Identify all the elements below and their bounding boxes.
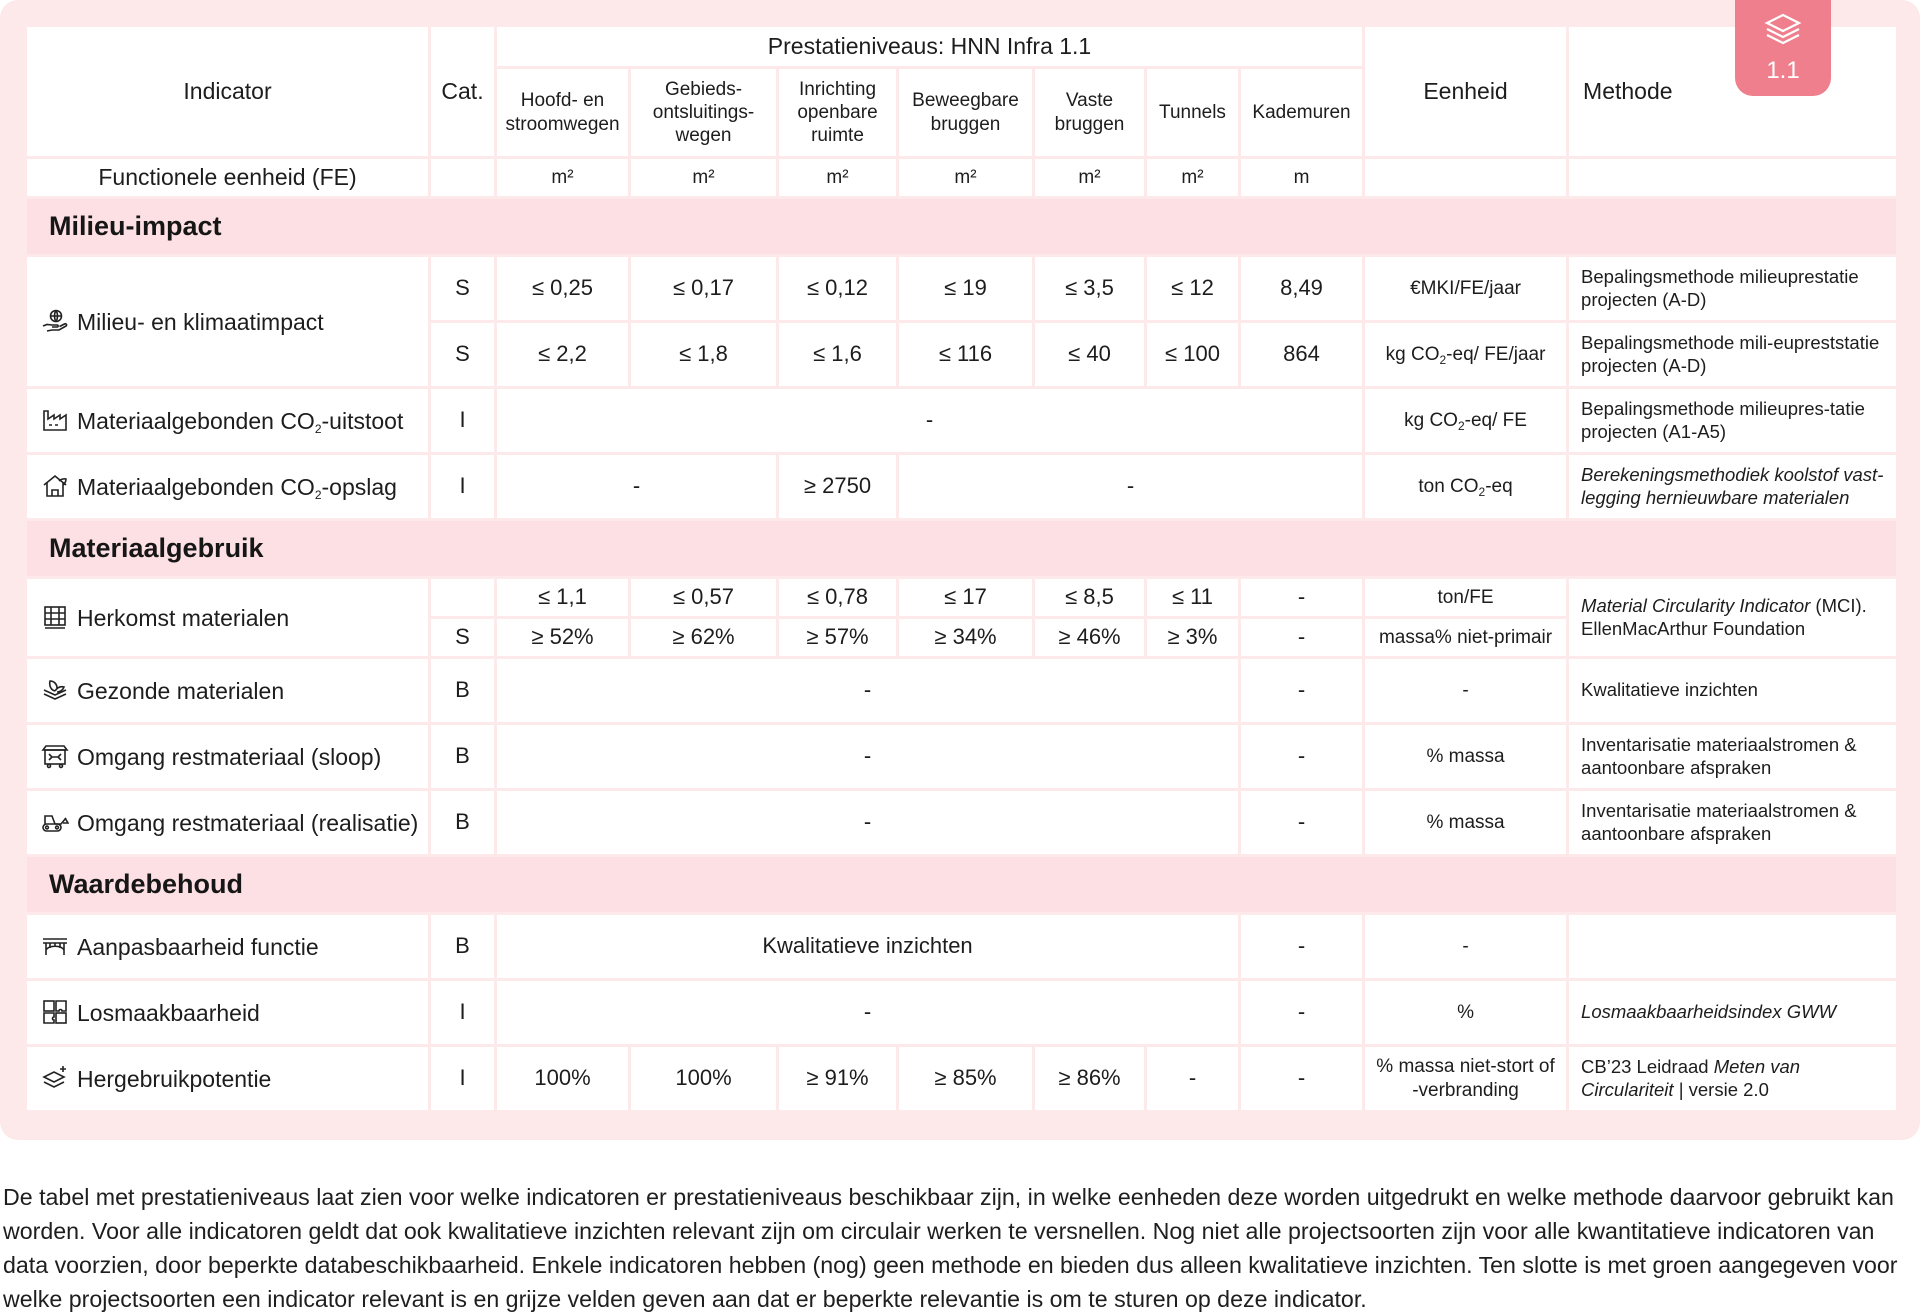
project-type-header: Tunnels bbox=[1146, 68, 1240, 158]
indicator-milieu-klimaat bbox=[26, 256, 430, 388]
puzzle-icon bbox=[41, 998, 69, 1026]
version-badge bbox=[1735, 0, 1831, 96]
performance-value: 864 bbox=[1240, 322, 1364, 388]
indicator-co2-uitstoot: Materiaalgebonden $CO_2$-uitstoot bbox=[26, 388, 430, 454]
method-value: Inventarisatie materiaalstromen & aantoonbare afspraken bbox=[1568, 790, 1898, 856]
performance-value: Kwalitatieve inzichten bbox=[496, 914, 1240, 980]
cat-header: Cat. bbox=[430, 26, 496, 158]
pallet-icon bbox=[41, 603, 69, 631]
project-type-header: Inrichting openbare ruimte bbox=[778, 68, 898, 158]
method-value: Berekeningsmethodiek koolstof vast-legging hernieuwbare materialen bbox=[1568, 454, 1898, 520]
functional-unit-value: m² bbox=[1146, 158, 1240, 198]
performance-value: ≥ 57% bbox=[778, 618, 898, 658]
indicator-label: Herkomst materialen bbox=[77, 604, 290, 631]
indicator-co2-opslag: Materiaalgebonden $CO_2$-opslag bbox=[26, 454, 430, 520]
empty-cell bbox=[430, 158, 496, 198]
functional-unit-value: m² bbox=[1034, 158, 1146, 198]
performance-value: - bbox=[496, 388, 1364, 454]
unit-value: % bbox=[1364, 980, 1568, 1046]
unit-value: massa% niet-primair bbox=[1364, 618, 1568, 658]
project-type-header: Vaste bruggen bbox=[1034, 68, 1146, 158]
performance-value: - bbox=[496, 790, 1240, 856]
table-row bbox=[26, 256, 1898, 322]
indicator-header: Indicator bbox=[26, 26, 430, 158]
performance-value: - bbox=[1240, 658, 1364, 724]
project-type-header: Hoofd- en stroomwegen bbox=[496, 68, 630, 158]
performance-value: - bbox=[1240, 1046, 1364, 1112]
performance-value: - bbox=[496, 658, 1240, 724]
table-row bbox=[26, 724, 1898, 790]
performance-value: 100% bbox=[496, 1046, 630, 1112]
functional-unit-label: Functionele eenheid (FE) bbox=[26, 158, 430, 198]
performance-value: ≤ 8,5 bbox=[1034, 578, 1146, 618]
performance-value: ≥ 52% bbox=[496, 618, 630, 658]
table-row bbox=[26, 388, 1898, 454]
performance-value: ≤ 3,5 bbox=[1034, 256, 1146, 322]
unit-value: - bbox=[1364, 914, 1568, 980]
performance-value: ≤ 0,57 bbox=[630, 578, 778, 618]
methode-header: Methode bbox=[1568, 26, 1898, 158]
performance-value: - bbox=[1240, 914, 1364, 980]
performance-value: ≥ 34% bbox=[898, 618, 1034, 658]
leaf-stack-icon bbox=[41, 676, 69, 704]
performance-value: ≤ 17 bbox=[898, 578, 1034, 618]
performance-value: ≥ 2750 bbox=[778, 454, 898, 520]
performance-value: ≤ 11 bbox=[1146, 578, 1240, 618]
functional-unit-row bbox=[26, 158, 1898, 198]
section-row bbox=[26, 856, 1898, 914]
method-value: Material Circularity Indicator (MCI). EllenMacArthur Foundation bbox=[1568, 578, 1898, 658]
indicator-label: Hergebruikpotentie bbox=[77, 1065, 272, 1092]
functional-unit-value: m bbox=[1240, 158, 1364, 198]
cat-value: B bbox=[430, 914, 496, 980]
indicator-realisatie bbox=[26, 790, 430, 856]
unit-value: ton/FE bbox=[1364, 578, 1568, 618]
project-type-header: Beweegbare bruggen bbox=[898, 68, 1034, 158]
functional-unit-value: m² bbox=[496, 158, 630, 198]
indicator-label: Milieu- en klimaatimpact bbox=[77, 308, 324, 335]
cat-value: I bbox=[430, 980, 496, 1046]
functional-unit-value: m² bbox=[630, 158, 778, 198]
factory-icon bbox=[41, 406, 69, 434]
performance-value: ≤ 12 bbox=[1146, 256, 1240, 322]
performance-value: - bbox=[496, 724, 1240, 790]
unit-value: % massa bbox=[1364, 724, 1568, 790]
section-title-materiaal: Materiaalgebruik bbox=[26, 520, 1898, 578]
eenheid-header: Eenheid bbox=[1364, 26, 1568, 158]
performance-value: ≥ 91% bbox=[778, 1046, 898, 1112]
performance-value: - bbox=[1146, 1046, 1240, 1112]
table-row bbox=[26, 914, 1898, 980]
performance-value: ≥ 46% bbox=[1034, 618, 1146, 658]
indicator-gezond bbox=[26, 658, 430, 724]
unit-value: ton $CO_2-eq$ bbox=[1364, 454, 1568, 520]
unit-value: % massa niet-stort of -verbranding bbox=[1364, 1046, 1568, 1112]
performance-value: - bbox=[1240, 790, 1364, 856]
project-type-header: Kademuren bbox=[1240, 68, 1364, 158]
caption-text: De tabel met prestatieniveaus laat zien voor welke indicatoren er prestatieniveaus beschikbaar zijn, in welke eenheden deze worden uitgedrukt en welke methode daarvoor gebruikt kan worden. Voor alle indicatoren geldt dat ook kwalitatieve inzichten relevant zijn om circulair werken te versnellen. Nog niet alle projectsoorten zijn voor alle kwantitatieve indicatoren van data voorzien, door beperkte databeschikbaarheid. Enkele indicatoren hebben (nog) geen methode en bieden dus alleen kwalitatieve inzichten. Ten slotte is met groen aangegeven voor welke projectsoorten een indicator relevant is en grijze velden geven aan dat er beperkte relevantie is om te sturen op deze indicator. bbox=[3, 1184, 1898, 1312]
empty-cell bbox=[1364, 158, 1568, 198]
indicator-label: Aanpasbaarheid functie bbox=[77, 933, 319, 960]
performance-value: ≤ 116 bbox=[898, 322, 1034, 388]
table-row bbox=[26, 980, 1898, 1046]
performance-title: Prestatieniveaus: HNN Infra 1.1 bbox=[496, 26, 1364, 68]
performance-value: ≤ 2,2 bbox=[496, 322, 630, 388]
indicator-label: Omgang restmateriaal (realisatie) bbox=[77, 809, 419, 836]
performance-value: - bbox=[1240, 578, 1364, 618]
performance-value: ≤ 1,6 bbox=[778, 322, 898, 388]
table-row bbox=[26, 790, 1898, 856]
indicator-label: Losmaakbaarheid bbox=[77, 999, 260, 1026]
indicator-hergebruik bbox=[26, 1046, 430, 1112]
cat-value: I bbox=[430, 1046, 496, 1112]
container-icon bbox=[41, 742, 69, 770]
empty-cell bbox=[1568, 158, 1898, 198]
table-row bbox=[26, 658, 1898, 724]
performance-value: ≤ 0,12 bbox=[778, 256, 898, 322]
performance-value: ≥ 86% bbox=[1034, 1046, 1146, 1112]
performance-value: ≤ 1,1 bbox=[496, 578, 630, 618]
unit-value: kg $CO_2-eq/$ FE bbox=[1364, 388, 1568, 454]
performance-value: - bbox=[1240, 980, 1364, 1046]
indicator-herkomst bbox=[26, 578, 430, 658]
badge-label: 1.1 bbox=[1766, 56, 1800, 84]
cat-value bbox=[430, 578, 496, 618]
cat-value: S bbox=[430, 322, 496, 388]
performance-table bbox=[24, 24, 1899, 1113]
cat-value: I bbox=[430, 388, 496, 454]
indicator-label: Omgang restmateriaal (sloop) bbox=[77, 743, 382, 770]
section-title-waarde: Waardebehoud bbox=[26, 856, 1898, 914]
layers-plus-icon bbox=[41, 1064, 69, 1092]
performance-value: - bbox=[898, 454, 1364, 520]
cat-value: S bbox=[430, 618, 496, 658]
bridge-icon bbox=[41, 932, 69, 960]
indicator-sloop bbox=[26, 724, 430, 790]
section-row bbox=[26, 198, 1898, 256]
bulldozer-icon bbox=[41, 808, 69, 836]
section-title-milieu: Milieu-impact bbox=[26, 198, 1898, 256]
performance-value: - bbox=[496, 980, 1240, 1046]
table-row bbox=[26, 454, 1898, 520]
header-row bbox=[26, 26, 1898, 68]
functional-unit-value: m² bbox=[778, 158, 898, 198]
performance-value: ≤ 100 bbox=[1146, 322, 1240, 388]
cat-value: S bbox=[430, 256, 496, 322]
performance-value: ≥ 85% bbox=[898, 1046, 1034, 1112]
unit-value: €MKI/FE/jaar bbox=[1364, 256, 1568, 322]
cat-value: B bbox=[430, 790, 496, 856]
performance-value: ≤ 1,8 bbox=[630, 322, 778, 388]
performance-value: ≤ 0,78 bbox=[778, 578, 898, 618]
unit-value: - bbox=[1364, 658, 1568, 724]
performance-value: ≤ 0,17 bbox=[630, 256, 778, 322]
cat-value: B bbox=[430, 724, 496, 790]
indicator-label: Gezonde materialen bbox=[77, 677, 285, 704]
performance-value: - bbox=[496, 454, 778, 520]
method-value: Bepalingsmethode milieupres-tatie projecten (A1-A5) bbox=[1568, 388, 1898, 454]
cat-value: I bbox=[430, 454, 496, 520]
performance-value: ≤ 0,25 bbox=[496, 256, 630, 322]
method-value: Bepalingsmethode milieuprestatie projecten (A-D) bbox=[1568, 256, 1898, 322]
section-row bbox=[26, 520, 1898, 578]
performance-value: ≥ 3% bbox=[1146, 618, 1240, 658]
method-value: Bepalingsmethode mili-eupreststatie projecten (A-D) bbox=[1568, 322, 1898, 388]
method-value: Kwalitatieve inzichten bbox=[1568, 658, 1898, 724]
performance-value: - bbox=[1240, 618, 1364, 658]
method-value: CB’23 Leidraad Meten van Circulariteit | versie 2.0 bbox=[1568, 1046, 1898, 1112]
unit-value: % massa bbox=[1364, 790, 1568, 856]
project-type-header: Gebieds-ontsluitings-wegen bbox=[630, 68, 778, 158]
unit-value: kg $CO_2-eq/$ FE/jaar bbox=[1364, 322, 1568, 388]
table-row bbox=[26, 578, 1898, 618]
hand-globe-icon bbox=[41, 307, 69, 335]
method-value: Inventarisatie materiaalstromen & aantoonbare afspraken bbox=[1568, 724, 1898, 790]
layers-icon bbox=[1762, 12, 1804, 53]
performance-value: 100% bbox=[630, 1046, 778, 1112]
cat-value: B bbox=[430, 658, 496, 724]
performance-value: ≤ 40 bbox=[1034, 322, 1146, 388]
performance-value: - bbox=[1240, 724, 1364, 790]
table-row bbox=[26, 1046, 1898, 1112]
performance-value: 8,49 bbox=[1240, 256, 1364, 322]
indicator-losmaak bbox=[26, 980, 430, 1046]
performance-value: ≥ 62% bbox=[630, 618, 778, 658]
indicator-aanpas bbox=[26, 914, 430, 980]
performance-value: ≤ 19 bbox=[898, 256, 1034, 322]
method-value: Losmaakbaarheidsindex GWW bbox=[1568, 980, 1898, 1046]
functional-unit-value: m² bbox=[898, 158, 1034, 198]
method-value bbox=[1568, 914, 1898, 980]
house-leaf-icon bbox=[41, 472, 69, 500]
